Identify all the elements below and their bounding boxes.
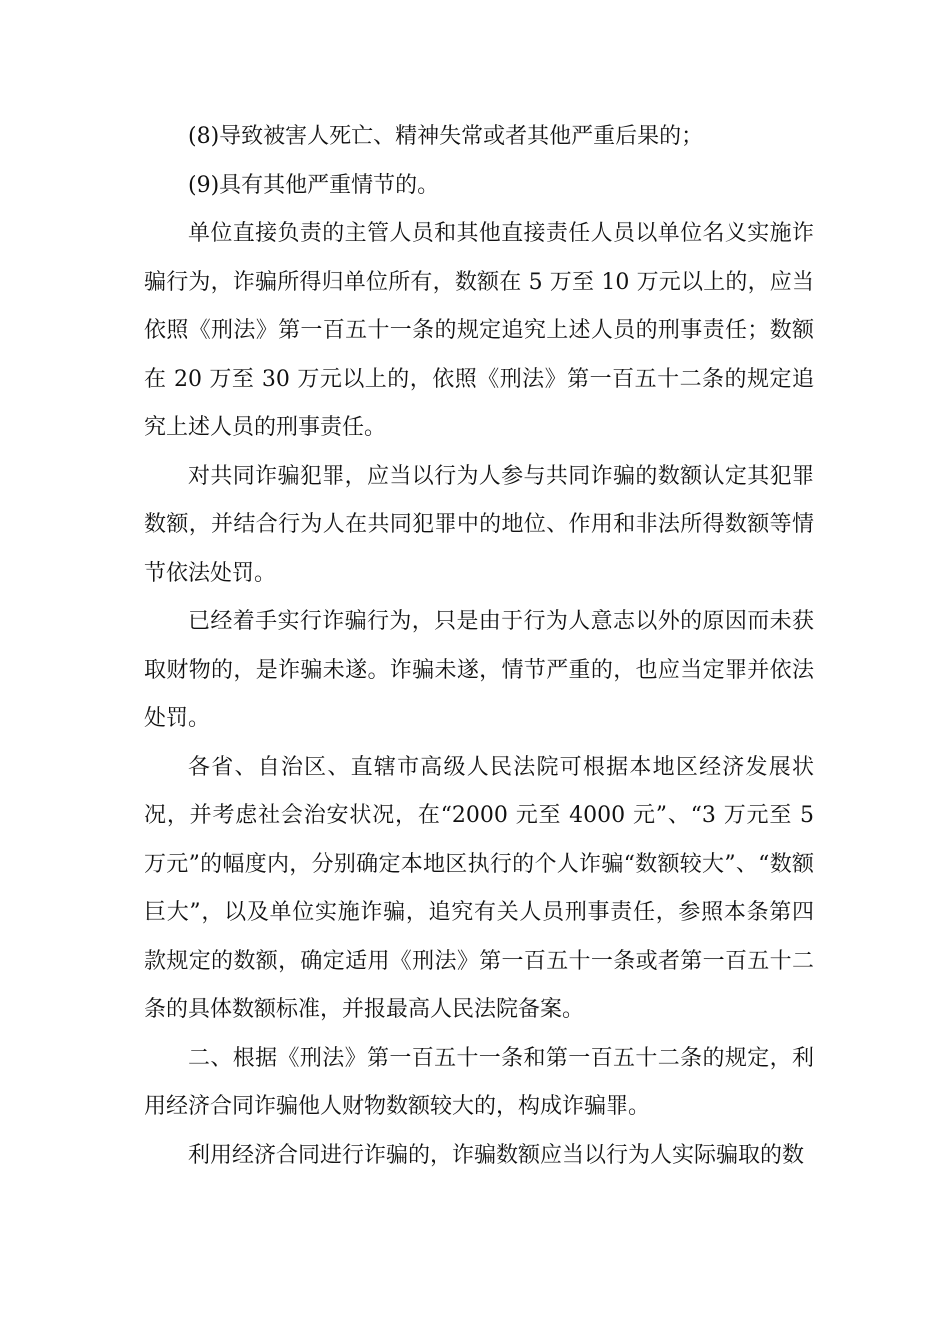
paragraph-unit-fraud: 单位直接负责的主管人员和其他直接责任人员以单位名义实施诈骗行为，诈骗所得归单位所有，数额在 5 万至 10 万元以上的，应当依照《刑法》第一百五十一条的规定追究上述人员的刑事责任；数额在 20 万至 30 万元以上的，依照《刑法》第一百五十二条的规定追究上述人员的刑事责任。: [144, 221, 814, 440]
paragraph-regional-standards: 各省、自治区、直辖市高级人民法院可根据本地区经济发展状况，并考虑社会治安状况，在“2000 元至 4000 元”、“3 万元至 5 万元”的幅度内，分别确定本地区执行的个人诈骗“数额较大”、“数额巨大”，以及单位实施诈骗，追究有关人员刑事责任，参照本条第四款规定的数额，确定适用《刑法》第一百五十一条或者第一百五十二条的具体数额标准，并报最高人民法院备案。: [144, 754, 814, 1022]
paragraph-section-two: 二、根据《刑法》第一百五十一条和第一百五十二条的规定，利用经济合同诈骗他人财物数额较大的，构成诈骗罪。: [144, 1045, 814, 1119]
paragraph-joint-fraud: 对共同诈骗犯罪，应当以行为人参与共同诈骗的数额认定其犯罪数额，并结合行为人在共同犯罪中的地位、作用和非法所得数额等情节依法处罚。: [144, 463, 814, 586]
document-body: [144, 113, 814, 1180]
paragraph-item-9: (9)具有其他严重情节的。: [188, 172, 440, 198]
paragraph-contract-fraud: 利用经济合同进行诈骗的，诈骗数额应当以行为人实际骗取的数: [188, 1142, 805, 1168]
paragraph-item-8: (8)导致被害人死亡、精神失常或者其他严重后果的；: [188, 124, 704, 149]
paragraph-attempted-fraud: 已经着手实行诈骗行为，只是由于行为人意志以外的原因而未获取财物的，是诈骗未遂。诈骗未遂，情节严重的，也应当定罪并依法处罚。: [144, 609, 814, 731]
